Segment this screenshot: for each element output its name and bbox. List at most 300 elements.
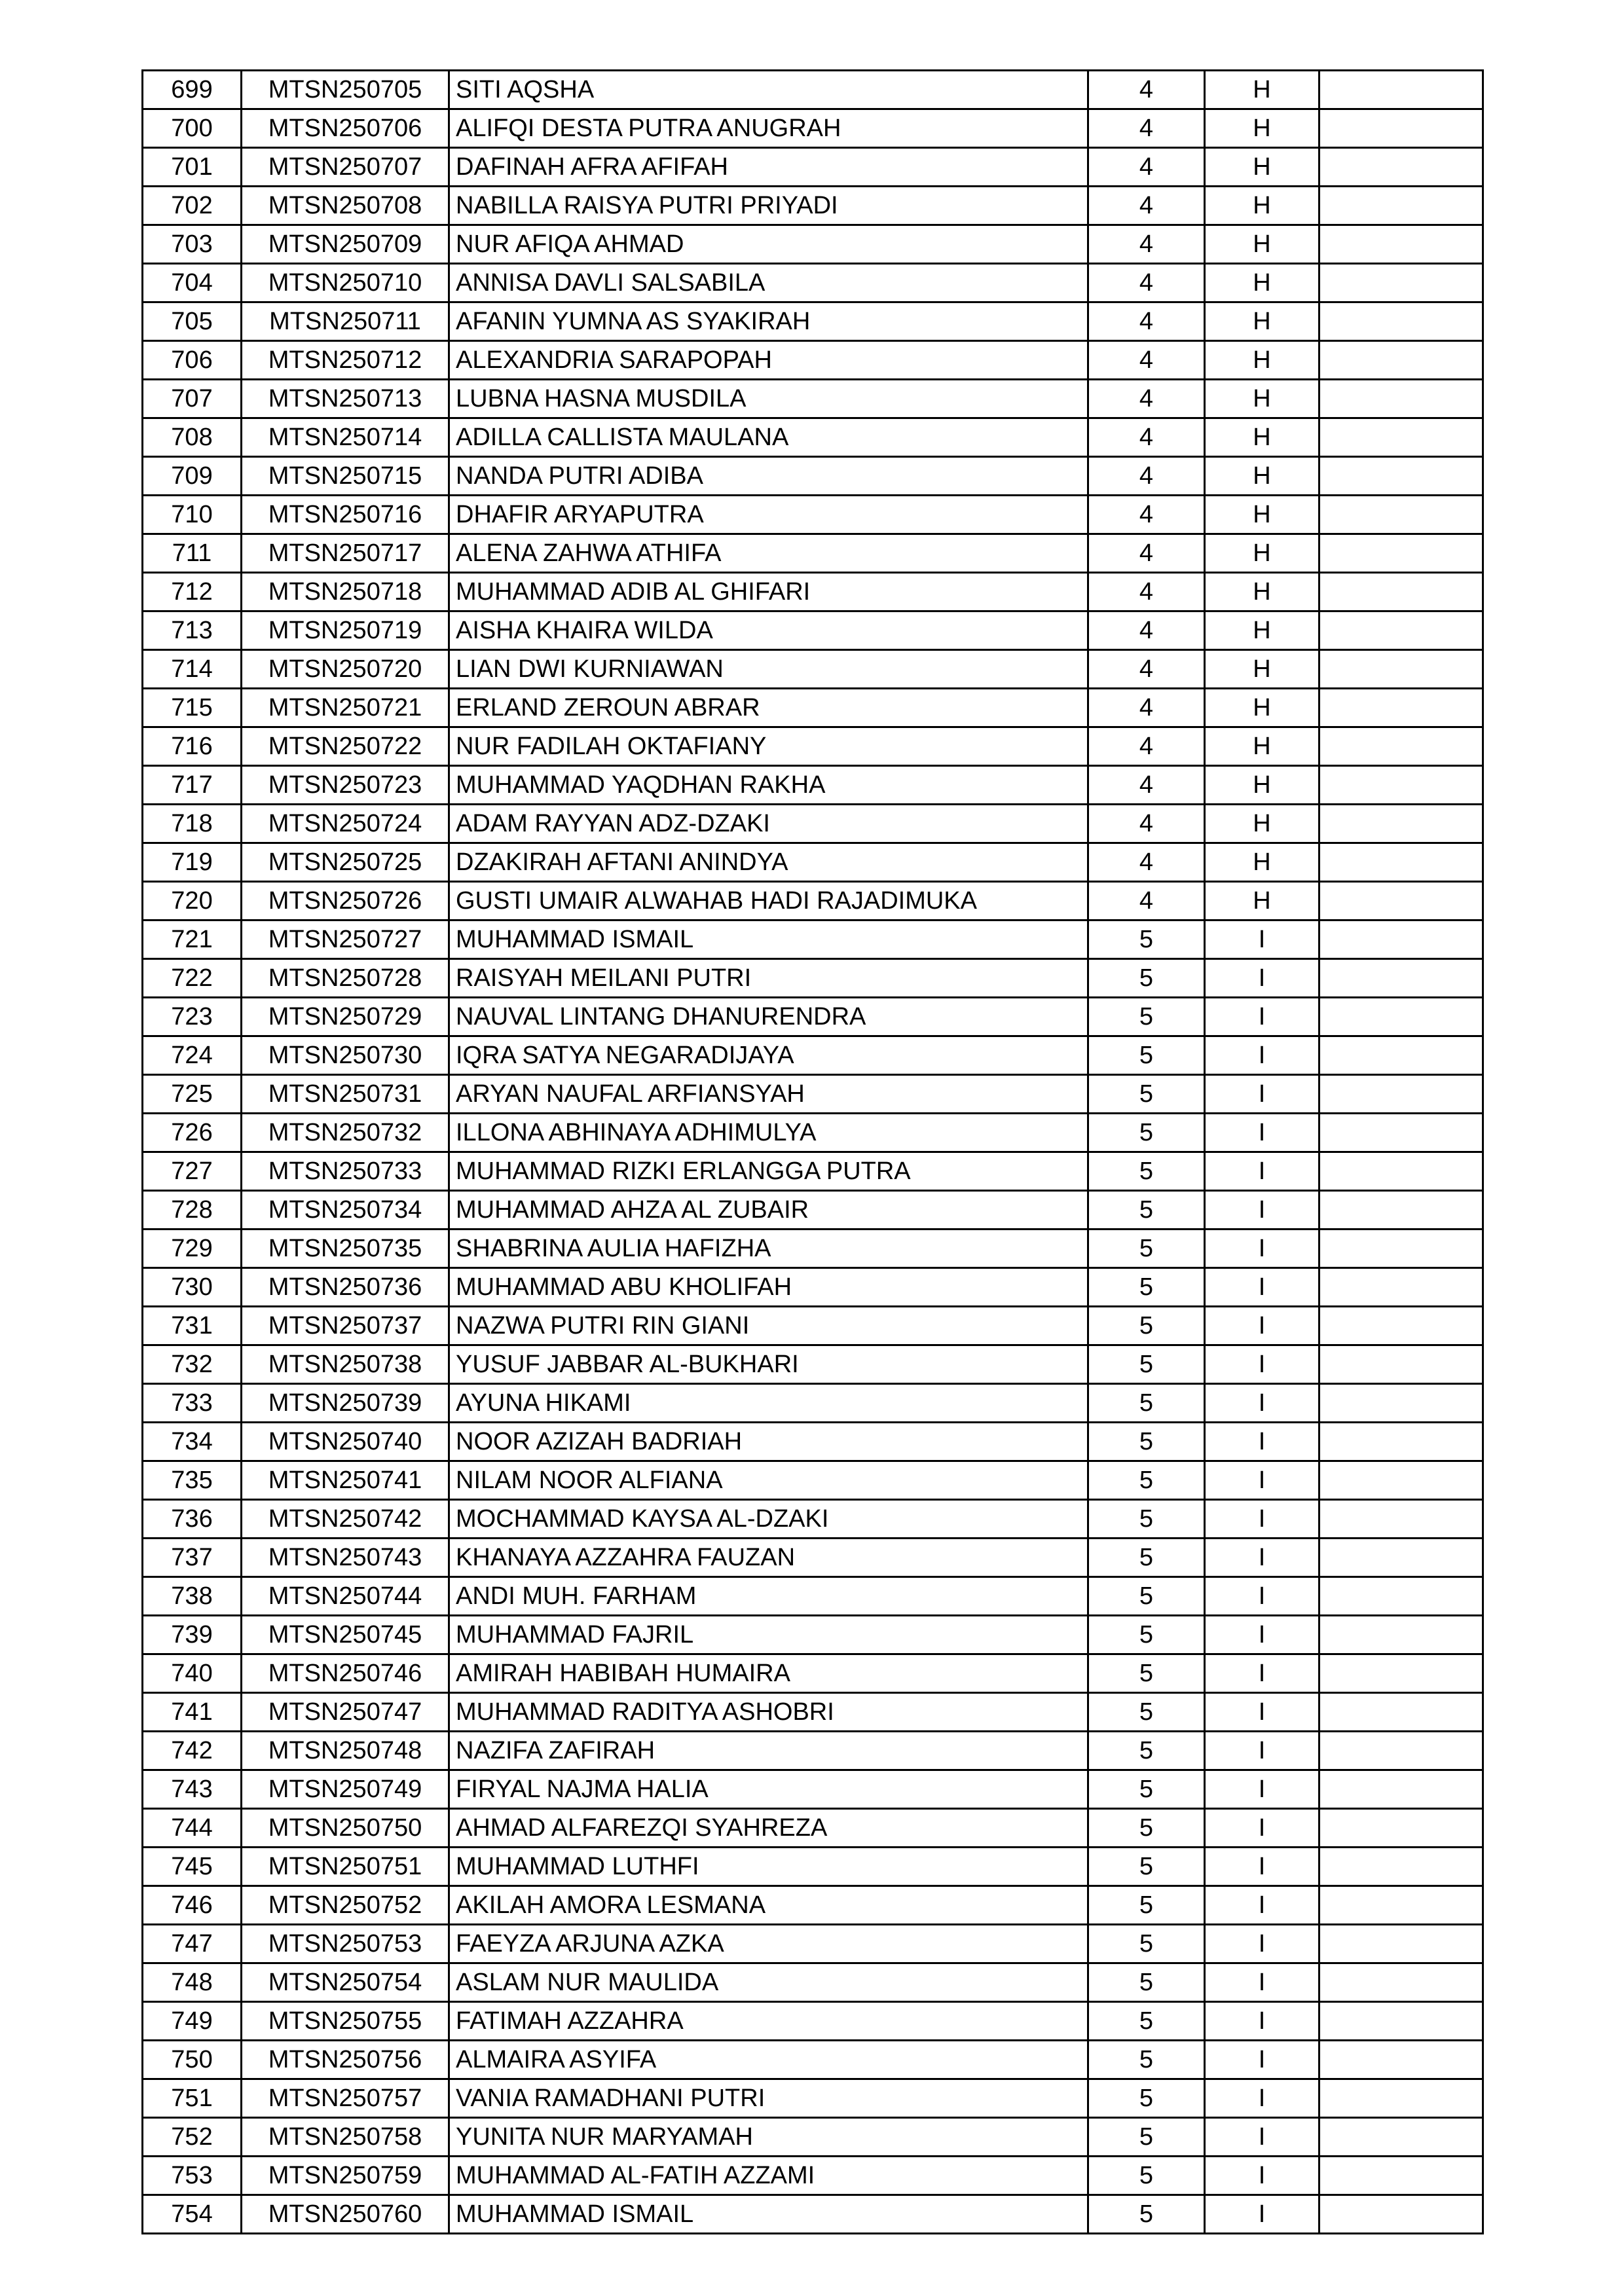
note-cell — [1320, 1036, 1483, 1075]
group-number-cell: 5 — [1088, 1152, 1205, 1191]
class-letter-cell: I — [1205, 1075, 1320, 1114]
row-number-cell: 752 — [143, 2118, 242, 2157]
class-letter-cell: I — [1205, 1577, 1320, 1616]
group-number-cell: 5 — [1088, 1307, 1205, 1345]
class-letter-cell: H — [1205, 109, 1320, 148]
row-number-cell: 718 — [143, 805, 242, 843]
group-number-cell: 5 — [1088, 1230, 1205, 1268]
class-letter-cell: I — [1205, 1654, 1320, 1693]
registration-id-cell: MTSN250736 — [242, 1268, 449, 1307]
table-row — [143, 1307, 1483, 1345]
class-letter-cell: H — [1205, 650, 1320, 689]
table-row — [143, 534, 1483, 573]
table-row — [143, 920, 1483, 959]
student-name-cell: FATIMAH AZZAHRA — [449, 2002, 1088, 2041]
note-cell — [1320, 727, 1483, 766]
student-name-cell: AKILAH AMORA LESMANA — [449, 1886, 1088, 1925]
note-cell — [1320, 1539, 1483, 1577]
note-cell — [1320, 805, 1483, 843]
group-number-cell: 5 — [1088, 959, 1205, 998]
class-letter-cell: H — [1205, 689, 1320, 727]
note-cell — [1320, 611, 1483, 650]
class-letter-cell: I — [1205, 1500, 1320, 1539]
note-cell — [1320, 1925, 1483, 1963]
table-row — [143, 1809, 1483, 1848]
class-letter-cell: H — [1205, 727, 1320, 766]
student-name-cell: ANNISA DAVLI SALSABILA — [449, 264, 1088, 302]
group-number-cell: 5 — [1088, 1732, 1205, 1770]
note-cell — [1320, 1886, 1483, 1925]
class-letter-cell: H — [1205, 805, 1320, 843]
student-name-cell: MUHAMMAD AHZA AL ZUBAIR — [449, 1191, 1088, 1230]
group-number-cell: 5 — [1088, 1500, 1205, 1539]
registration-id-cell: MTSN250727 — [242, 920, 449, 959]
group-number-cell: 5 — [1088, 1384, 1205, 1423]
student-name-cell: NAZIFA ZAFIRAH — [449, 1732, 1088, 1770]
row-number-cell: 701 — [143, 148, 242, 187]
note-cell — [1320, 1075, 1483, 1114]
student-name-cell: IQRA SATYA NEGARADIJAYA — [449, 1036, 1088, 1075]
student-name-cell: RAISYAH MEILANI PUTRI — [449, 959, 1088, 998]
note-cell — [1320, 2041, 1483, 2079]
row-number-cell: 740 — [143, 1654, 242, 1693]
student-name-cell: ALIFQI DESTA PUTRA ANUGRAH — [449, 109, 1088, 148]
note-cell — [1320, 341, 1483, 380]
row-number-cell: 712 — [143, 573, 242, 611]
group-number-cell: 4 — [1088, 380, 1205, 418]
table-row — [143, 843, 1483, 882]
group-number-cell: 4 — [1088, 727, 1205, 766]
student-name-cell: MUHAMMAD RIZKI ERLANGGA PUTRA — [449, 1152, 1088, 1191]
note-cell — [1320, 1732, 1483, 1770]
class-letter-cell: I — [1205, 1461, 1320, 1500]
class-letter-cell: I — [1205, 920, 1320, 959]
row-number-cell: 705 — [143, 302, 242, 341]
registration-id-cell: MTSN250713 — [242, 380, 449, 418]
table-row — [143, 1654, 1483, 1693]
note-cell — [1320, 1152, 1483, 1191]
registration-id-cell: MTSN250740 — [242, 1423, 449, 1461]
table-row — [143, 998, 1483, 1036]
row-number-cell: 699 — [143, 71, 242, 109]
registration-id-cell: MTSN250732 — [242, 1114, 449, 1152]
registration-id-cell: MTSN250744 — [242, 1577, 449, 1616]
group-number-cell: 5 — [1088, 1075, 1205, 1114]
group-number-cell: 5 — [1088, 1925, 1205, 1963]
group-number-cell: 4 — [1088, 302, 1205, 341]
registration-id-cell: MTSN250733 — [242, 1152, 449, 1191]
note-cell — [1320, 1307, 1483, 1345]
group-number-cell: 4 — [1088, 341, 1205, 380]
group-number-cell: 5 — [1088, 1423, 1205, 1461]
table-row — [143, 71, 1483, 109]
note-cell — [1320, 1423, 1483, 1461]
student-name-cell: ARYAN NAUFAL ARFIANSYAH — [449, 1075, 1088, 1114]
row-number-cell: 737 — [143, 1539, 242, 1577]
row-number-cell: 742 — [143, 1732, 242, 1770]
registration-id-cell: MTSN250722 — [242, 727, 449, 766]
row-number-cell: 751 — [143, 2079, 242, 2118]
student-name-cell: ADAM RAYYAN ADZ-DZAKI — [449, 805, 1088, 843]
group-number-cell: 5 — [1088, 920, 1205, 959]
group-number-cell: 5 — [1088, 1461, 1205, 1500]
registration-id-cell: MTSN250749 — [242, 1770, 449, 1809]
registration-id-cell: MTSN250735 — [242, 1230, 449, 1268]
group-number-cell: 5 — [1088, 2157, 1205, 2195]
student-name-cell: MUHAMMAD YAQDHAN RAKHA — [449, 766, 1088, 805]
registration-id-cell: MTSN250730 — [242, 1036, 449, 1075]
table-row — [143, 1423, 1483, 1461]
note-cell — [1320, 148, 1483, 187]
note-cell — [1320, 1654, 1483, 1693]
note-cell — [1320, 2195, 1483, 2234]
table-row — [143, 1114, 1483, 1152]
table-row — [143, 611, 1483, 650]
group-number-cell: 5 — [1088, 2195, 1205, 2234]
table-row — [143, 1500, 1483, 1539]
class-letter-cell: H — [1205, 148, 1320, 187]
student-name-cell: NANDA PUTRI ADIBA — [449, 457, 1088, 496]
note-cell — [1320, 2002, 1483, 2041]
row-number-cell: 749 — [143, 2002, 242, 2041]
registration-id-cell: MTSN250758 — [242, 2118, 449, 2157]
note-cell — [1320, 689, 1483, 727]
row-number-cell: 744 — [143, 1809, 242, 1848]
student-name-cell: KHANAYA AZZAHRA FAUZAN — [449, 1539, 1088, 1577]
class-letter-cell: H — [1205, 264, 1320, 302]
student-name-cell: NILAM NOOR ALFIANA — [449, 1461, 1088, 1500]
class-letter-cell: I — [1205, 2002, 1320, 2041]
group-number-cell: 4 — [1088, 805, 1205, 843]
table-row — [143, 573, 1483, 611]
note-cell — [1320, 843, 1483, 882]
group-number-cell: 5 — [1088, 1616, 1205, 1654]
registration-id-cell: MTSN250709 — [242, 225, 449, 264]
row-number-cell: 700 — [143, 109, 242, 148]
table-row — [143, 727, 1483, 766]
registration-id-cell: MTSN250710 — [242, 264, 449, 302]
row-number-cell: 731 — [143, 1307, 242, 1345]
table-row — [143, 1345, 1483, 1384]
group-number-cell: 4 — [1088, 689, 1205, 727]
class-letter-cell: H — [1205, 882, 1320, 920]
table-row — [143, 1577, 1483, 1616]
group-number-cell: 5 — [1088, 1886, 1205, 1925]
row-number-cell: 702 — [143, 187, 242, 225]
table-row — [143, 187, 1483, 225]
table-row — [143, 1770, 1483, 1809]
student-name-cell: MUHAMMAD ADIB AL GHIFARI — [449, 573, 1088, 611]
group-number-cell: 5 — [1088, 1963, 1205, 2002]
table-row — [143, 1925, 1483, 1963]
student-name-cell: ADILLA CALLISTA MAULANA — [449, 418, 1088, 457]
student-name-cell: ASLAM NUR MAULIDA — [449, 1963, 1088, 2002]
row-number-cell: 746 — [143, 1886, 242, 1925]
note-cell — [1320, 1577, 1483, 1616]
table-row — [143, 109, 1483, 148]
class-letter-cell: I — [1205, 2118, 1320, 2157]
group-number-cell: 5 — [1088, 1268, 1205, 1307]
note-cell — [1320, 2118, 1483, 2157]
group-number-cell: 4 — [1088, 766, 1205, 805]
group-number-cell: 5 — [1088, 2041, 1205, 2079]
student-name-cell: YUNITA NUR MARYAMAH — [449, 2118, 1088, 2157]
class-letter-cell: H — [1205, 341, 1320, 380]
student-list-table — [141, 69, 1484, 2234]
row-number-cell: 706 — [143, 341, 242, 380]
student-name-cell: ERLAND ZEROUN ABRAR — [449, 689, 1088, 727]
note-cell — [1320, 496, 1483, 534]
class-letter-cell: I — [1205, 1963, 1320, 2002]
group-number-cell: 4 — [1088, 496, 1205, 534]
row-number-cell: 754 — [143, 2195, 242, 2234]
row-number-cell: 741 — [143, 1693, 242, 1732]
student-name-cell: MUHAMMAD ISMAIL — [449, 920, 1088, 959]
row-number-cell: 739 — [143, 1616, 242, 1654]
group-number-cell: 4 — [1088, 650, 1205, 689]
note-cell — [1320, 1809, 1483, 1848]
student-name-cell: MUHAMMAD ISMAIL — [449, 2195, 1088, 2234]
class-letter-cell: H — [1205, 573, 1320, 611]
student-name-cell: ALENA ZAHWA ATHIFA — [449, 534, 1088, 573]
registration-id-cell: MTSN250708 — [242, 187, 449, 225]
student-name-cell: ANDI MUH. FARHAM — [449, 1577, 1088, 1616]
group-number-cell: 4 — [1088, 148, 1205, 187]
registration-id-cell: MTSN250712 — [242, 341, 449, 380]
class-letter-cell: I — [1205, 1693, 1320, 1732]
row-number-cell: 714 — [143, 650, 242, 689]
table-row — [143, 882, 1483, 920]
group-number-cell: 5 — [1088, 1345, 1205, 1384]
registration-id-cell: MTSN250723 — [242, 766, 449, 805]
table-row — [143, 418, 1483, 457]
table-row — [143, 1384, 1483, 1423]
registration-id-cell: MTSN250738 — [242, 1345, 449, 1384]
registration-id-cell: MTSN250755 — [242, 2002, 449, 2041]
student-name-cell: AHMAD ALFAREZQI SYAHREZA — [449, 1809, 1088, 1848]
registration-id-cell: MTSN250743 — [242, 1539, 449, 1577]
student-name-cell: MUHAMMAD LUTHFI — [449, 1848, 1088, 1886]
row-number-cell: 717 — [143, 766, 242, 805]
class-letter-cell: I — [1205, 1539, 1320, 1577]
group-number-cell: 4 — [1088, 187, 1205, 225]
class-letter-cell: I — [1205, 2195, 1320, 2234]
note-cell — [1320, 650, 1483, 689]
student-name-cell: NOOR AZIZAH BADRIAH — [449, 1423, 1088, 1461]
row-number-cell: 747 — [143, 1925, 242, 1963]
row-number-cell: 745 — [143, 1848, 242, 1886]
registration-id-cell: MTSN250753 — [242, 1925, 449, 1963]
class-letter-cell: H — [1205, 187, 1320, 225]
table-row — [143, 1693, 1483, 1732]
registration-id-cell: MTSN250754 — [242, 1963, 449, 2002]
student-name-cell: GUSTI UMAIR ALWAHAB HADI RAJADIMUKA — [449, 882, 1088, 920]
row-number-cell: 721 — [143, 920, 242, 959]
note-cell — [1320, 1114, 1483, 1152]
registration-id-cell: MTSN250748 — [242, 1732, 449, 1770]
group-number-cell: 5 — [1088, 1191, 1205, 1230]
student-name-cell: LUBNA HASNA MUSDILA — [449, 380, 1088, 418]
note-cell — [1320, 225, 1483, 264]
note-cell — [1320, 1345, 1483, 1384]
table-row — [143, 1616, 1483, 1654]
registration-id-cell: MTSN250742 — [242, 1500, 449, 1539]
note-cell — [1320, 2079, 1483, 2118]
student-name-cell: AISHA KHAIRA WILDA — [449, 611, 1088, 650]
group-number-cell: 4 — [1088, 457, 1205, 496]
row-number-cell: 753 — [143, 2157, 242, 2195]
row-number-cell: 703 — [143, 225, 242, 264]
row-number-cell: 727 — [143, 1152, 242, 1191]
registration-id-cell: MTSN250726 — [242, 882, 449, 920]
table-row — [143, 225, 1483, 264]
table-row — [143, 1152, 1483, 1191]
registration-id-cell: MTSN250725 — [242, 843, 449, 882]
registration-id-cell: MTSN250716 — [242, 496, 449, 534]
student-name-cell: NUR AFIQA AHMAD — [449, 225, 1088, 264]
student-name-cell: MUHAMMAD AL-FATIH AZZAMI — [449, 2157, 1088, 2195]
class-letter-cell: I — [1205, 1732, 1320, 1770]
group-number-cell: 5 — [1088, 1654, 1205, 1693]
row-number-cell: 723 — [143, 998, 242, 1036]
group-number-cell: 5 — [1088, 1693, 1205, 1732]
registration-id-cell: MTSN250715 — [242, 457, 449, 496]
class-letter-cell: I — [1205, 959, 1320, 998]
group-number-cell: 4 — [1088, 573, 1205, 611]
row-number-cell: 715 — [143, 689, 242, 727]
row-number-cell: 738 — [143, 1577, 242, 1616]
class-letter-cell: H — [1205, 534, 1320, 573]
class-letter-cell: I — [1205, 1886, 1320, 1925]
class-letter-cell: I — [1205, 1152, 1320, 1191]
note-cell — [1320, 187, 1483, 225]
group-number-cell: 5 — [1088, 1848, 1205, 1886]
note-cell — [1320, 1230, 1483, 1268]
note-cell — [1320, 1191, 1483, 1230]
student-name-cell: NAUVAL LINTANG DHANURENDRA — [449, 998, 1088, 1036]
row-number-cell: 730 — [143, 1268, 242, 1307]
class-letter-cell: H — [1205, 71, 1320, 109]
note-cell — [1320, 1268, 1483, 1307]
class-letter-cell: I — [1205, 1848, 1320, 1886]
student-name-cell: YUSUF JABBAR AL-BUKHARI — [449, 1345, 1088, 1384]
registration-id-cell: MTSN250741 — [242, 1461, 449, 1500]
table-row — [143, 1539, 1483, 1577]
class-letter-cell: I — [1205, 1809, 1320, 1848]
student-name-cell: DZAKIRAH AFTANI ANINDYA — [449, 843, 1088, 882]
table-row — [143, 302, 1483, 341]
table-row — [143, 1230, 1483, 1268]
note-cell — [1320, 882, 1483, 920]
table-row — [143, 1036, 1483, 1075]
group-number-cell: 5 — [1088, 1770, 1205, 1809]
class-letter-cell: H — [1205, 611, 1320, 650]
table-row — [143, 2157, 1483, 2195]
class-letter-cell: I — [1205, 2079, 1320, 2118]
student-name-cell: MUHAMMAD FAJRIL — [449, 1616, 1088, 1654]
class-letter-cell: I — [1205, 2157, 1320, 2195]
registration-id-cell: MTSN250706 — [242, 109, 449, 148]
class-letter-cell: I — [1205, 1423, 1320, 1461]
table-row — [143, 2041, 1483, 2079]
registration-id-cell: MTSN250714 — [242, 418, 449, 457]
group-number-cell: 5 — [1088, 998, 1205, 1036]
table-row — [143, 1461, 1483, 1500]
note-cell — [1320, 573, 1483, 611]
row-number-cell: 704 — [143, 264, 242, 302]
group-number-cell: 4 — [1088, 109, 1205, 148]
group-number-cell: 4 — [1088, 225, 1205, 264]
registration-id-cell: MTSN250739 — [242, 1384, 449, 1423]
table-row — [143, 496, 1483, 534]
note-cell — [1320, 1848, 1483, 1886]
row-number-cell: 725 — [143, 1075, 242, 1114]
table-row — [143, 766, 1483, 805]
registration-id-cell: MTSN250747 — [242, 1693, 449, 1732]
note-cell — [1320, 1963, 1483, 2002]
note-cell — [1320, 959, 1483, 998]
class-letter-cell: I — [1205, 1191, 1320, 1230]
student-name-cell: MOCHAMMAD KAYSA AL-DZAKI — [449, 1500, 1088, 1539]
registration-id-cell: MTSN250756 — [242, 2041, 449, 2079]
table-row — [143, 1732, 1483, 1770]
class-letter-cell: H — [1205, 380, 1320, 418]
class-letter-cell: H — [1205, 225, 1320, 264]
table-row — [143, 1963, 1483, 2002]
registration-id-cell: MTSN250720 — [242, 650, 449, 689]
row-number-cell: 734 — [143, 1423, 242, 1461]
student-name-cell: FAEYZA ARJUNA AZKA — [449, 1925, 1088, 1963]
table-row — [143, 1886, 1483, 1925]
table-row — [143, 148, 1483, 187]
table-row — [143, 264, 1483, 302]
class-letter-cell: I — [1205, 1036, 1320, 1075]
student-name-cell: LIAN DWI KURNIAWAN — [449, 650, 1088, 689]
row-number-cell: 716 — [143, 727, 242, 766]
class-letter-cell: I — [1205, 1925, 1320, 1963]
student-name-cell: SITI AQSHA — [449, 71, 1088, 109]
table-row — [143, 650, 1483, 689]
student-name-cell: MUHAMMAD ABU KHOLIFAH — [449, 1268, 1088, 1307]
note-cell — [1320, 418, 1483, 457]
registration-id-cell: MTSN250752 — [242, 1886, 449, 1925]
row-number-cell: 726 — [143, 1114, 242, 1152]
group-number-cell: 5 — [1088, 1539, 1205, 1577]
row-number-cell: 707 — [143, 380, 242, 418]
registration-id-cell: MTSN250745 — [242, 1616, 449, 1654]
group-number-cell: 4 — [1088, 71, 1205, 109]
registration-id-cell: MTSN250731 — [242, 1075, 449, 1114]
registration-id-cell: MTSN250724 — [242, 805, 449, 843]
note-cell — [1320, 1616, 1483, 1654]
note-cell — [1320, 1461, 1483, 1500]
row-number-cell: 733 — [143, 1384, 242, 1423]
row-number-cell: 736 — [143, 1500, 242, 1539]
student-name-cell: VANIA RAMADHANI PUTRI — [449, 2079, 1088, 2118]
table-row — [143, 689, 1483, 727]
class-letter-cell: H — [1205, 302, 1320, 341]
group-number-cell: 5 — [1088, 1809, 1205, 1848]
group-number-cell: 4 — [1088, 534, 1205, 573]
class-letter-cell: I — [1205, 1230, 1320, 1268]
registration-id-cell: MTSN250729 — [242, 998, 449, 1036]
student-name-cell: NABILLA RAISYA PUTRI PRIYADI — [449, 187, 1088, 225]
class-letter-cell: I — [1205, 1114, 1320, 1152]
student-name-cell: FIRYAL NAJMA HALIA — [449, 1770, 1088, 1809]
row-number-cell: 708 — [143, 418, 242, 457]
note-cell — [1320, 998, 1483, 1036]
row-number-cell: 729 — [143, 1230, 242, 1268]
